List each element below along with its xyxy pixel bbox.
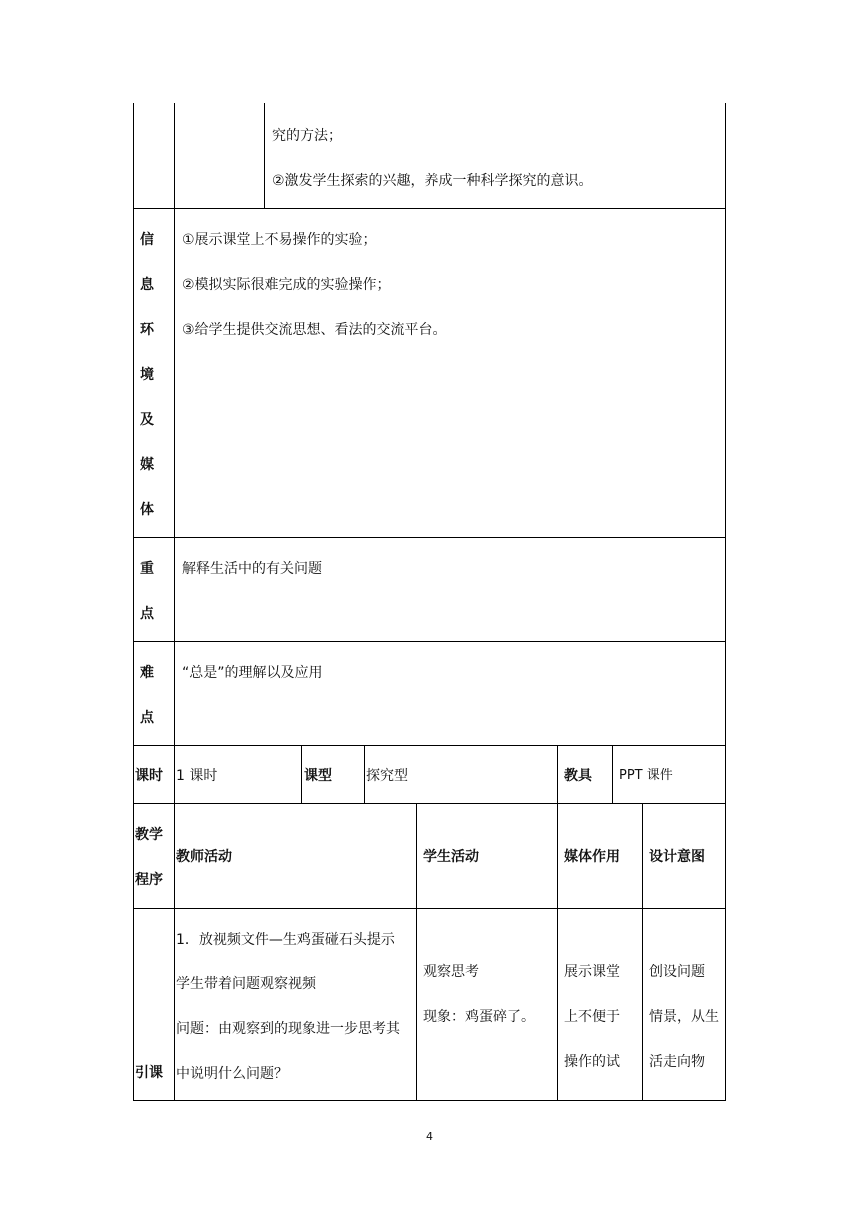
- info-env-item: ①展示课堂上不易操作的实验；: [182, 232, 377, 248]
- info-env-item: ③给学生提供交流思想、看法的交流平台。: [182, 322, 447, 338]
- row-divider-key: [133, 641, 726, 642]
- procedure-teacher-header: 教师活动: [176, 849, 232, 865]
- intro-student-line: 现象：鸡蛋碎了。: [423, 1009, 535, 1025]
- lesson-divider-3: [557, 745, 558, 803]
- intro-media-line: 上不便于: [564, 1009, 620, 1025]
- intro-teacher-line: 中说明什么问题？: [176, 1066, 288, 1082]
- info-env-label-char: 媒: [140, 457, 154, 473]
- procedure-divider-2: [557, 803, 558, 1101]
- page-number: 4: [426, 1130, 433, 1143]
- row-divider-header: [133, 908, 726, 909]
- lesson-divider-2: [364, 745, 365, 803]
- label-column-divider: [174, 103, 175, 1101]
- info-env-label-char: 体: [140, 502, 154, 518]
- table-border-right: [725, 103, 726, 1101]
- lesson-hours-label: 课时: [135, 768, 163, 784]
- key-point-label-char: 重: [140, 561, 154, 577]
- intro-media-line: 展示课堂: [564, 964, 620, 980]
- lesson-tools-label: 教具: [564, 768, 592, 784]
- key-point-label-char: 点: [140, 606, 154, 622]
- intro-student-line: 观察思考: [423, 964, 479, 980]
- row-divider-info: [133, 537, 726, 538]
- procedure-divider-3: [642, 803, 643, 1101]
- procedure-sequence-label: 教学: [135, 827, 163, 843]
- intro-design-line: 创设问题: [649, 964, 705, 980]
- lesson-tools-value: PPT 课件: [619, 768, 673, 783]
- procedure-divider-1: [416, 803, 417, 1101]
- lesson-hours-value: 1 课时: [176, 768, 218, 784]
- lesson-type-value: 探究型: [366, 768, 408, 784]
- info-env-item: ②模拟实际很难完成的实验操作；: [182, 277, 391, 293]
- row-divider-lesson: [133, 803, 726, 804]
- difficult-point-text: “总是”的理解以及应用: [182, 665, 323, 681]
- info-env-label-char: 信: [140, 232, 154, 248]
- lesson-divider-1: [301, 745, 302, 803]
- row-divider-difficult: [133, 745, 726, 746]
- procedure-sequence-label: 程序: [135, 872, 163, 888]
- lesson-type-label: 课型: [304, 768, 332, 784]
- objectives-inner-divider: [264, 103, 265, 208]
- procedure-student-header: 学生活动: [423, 849, 479, 865]
- info-env-label-char: 境: [140, 367, 154, 383]
- intro-design-line: 情景，从生: [649, 1009, 719, 1025]
- difficult-point-label-char: 点: [140, 710, 154, 726]
- lesson-divider-4: [612, 745, 613, 803]
- objectives-line-1: 究的方法；: [272, 128, 342, 144]
- objectives-line-2: ②激发学生探索的兴趣，养成一种科学探究的意识。: [272, 173, 593, 189]
- key-point-text: 解释生活中的有关问题: [182, 561, 322, 577]
- intro-teacher-line: 问题：由观察到的现象进一步思考其: [176, 1021, 400, 1037]
- info-env-label-char: 环: [140, 322, 154, 338]
- intro-media-line: 操作的试: [564, 1054, 620, 1070]
- info-env-label-char: 及: [140, 412, 154, 428]
- intro-design-line: 活走向物: [649, 1054, 705, 1070]
- intro-teacher-line: 1．放视频文件—生鸡蛋碰石头提示: [176, 932, 395, 948]
- table-border-bottom: [133, 1100, 726, 1101]
- intro-teacher-line: 学生带着问题观察视频: [176, 976, 316, 992]
- procedure-media-header: 媒体作用: [564, 849, 620, 865]
- intro-stage-label: 引课: [135, 1065, 163, 1081]
- difficult-point-label-char: 难: [140, 665, 154, 681]
- procedure-design-header: 设计意图: [649, 849, 705, 865]
- info-env-label-char: 息: [140, 277, 154, 293]
- table-border-left: [133, 103, 134, 1101]
- row-divider-objectives: [133, 208, 726, 209]
